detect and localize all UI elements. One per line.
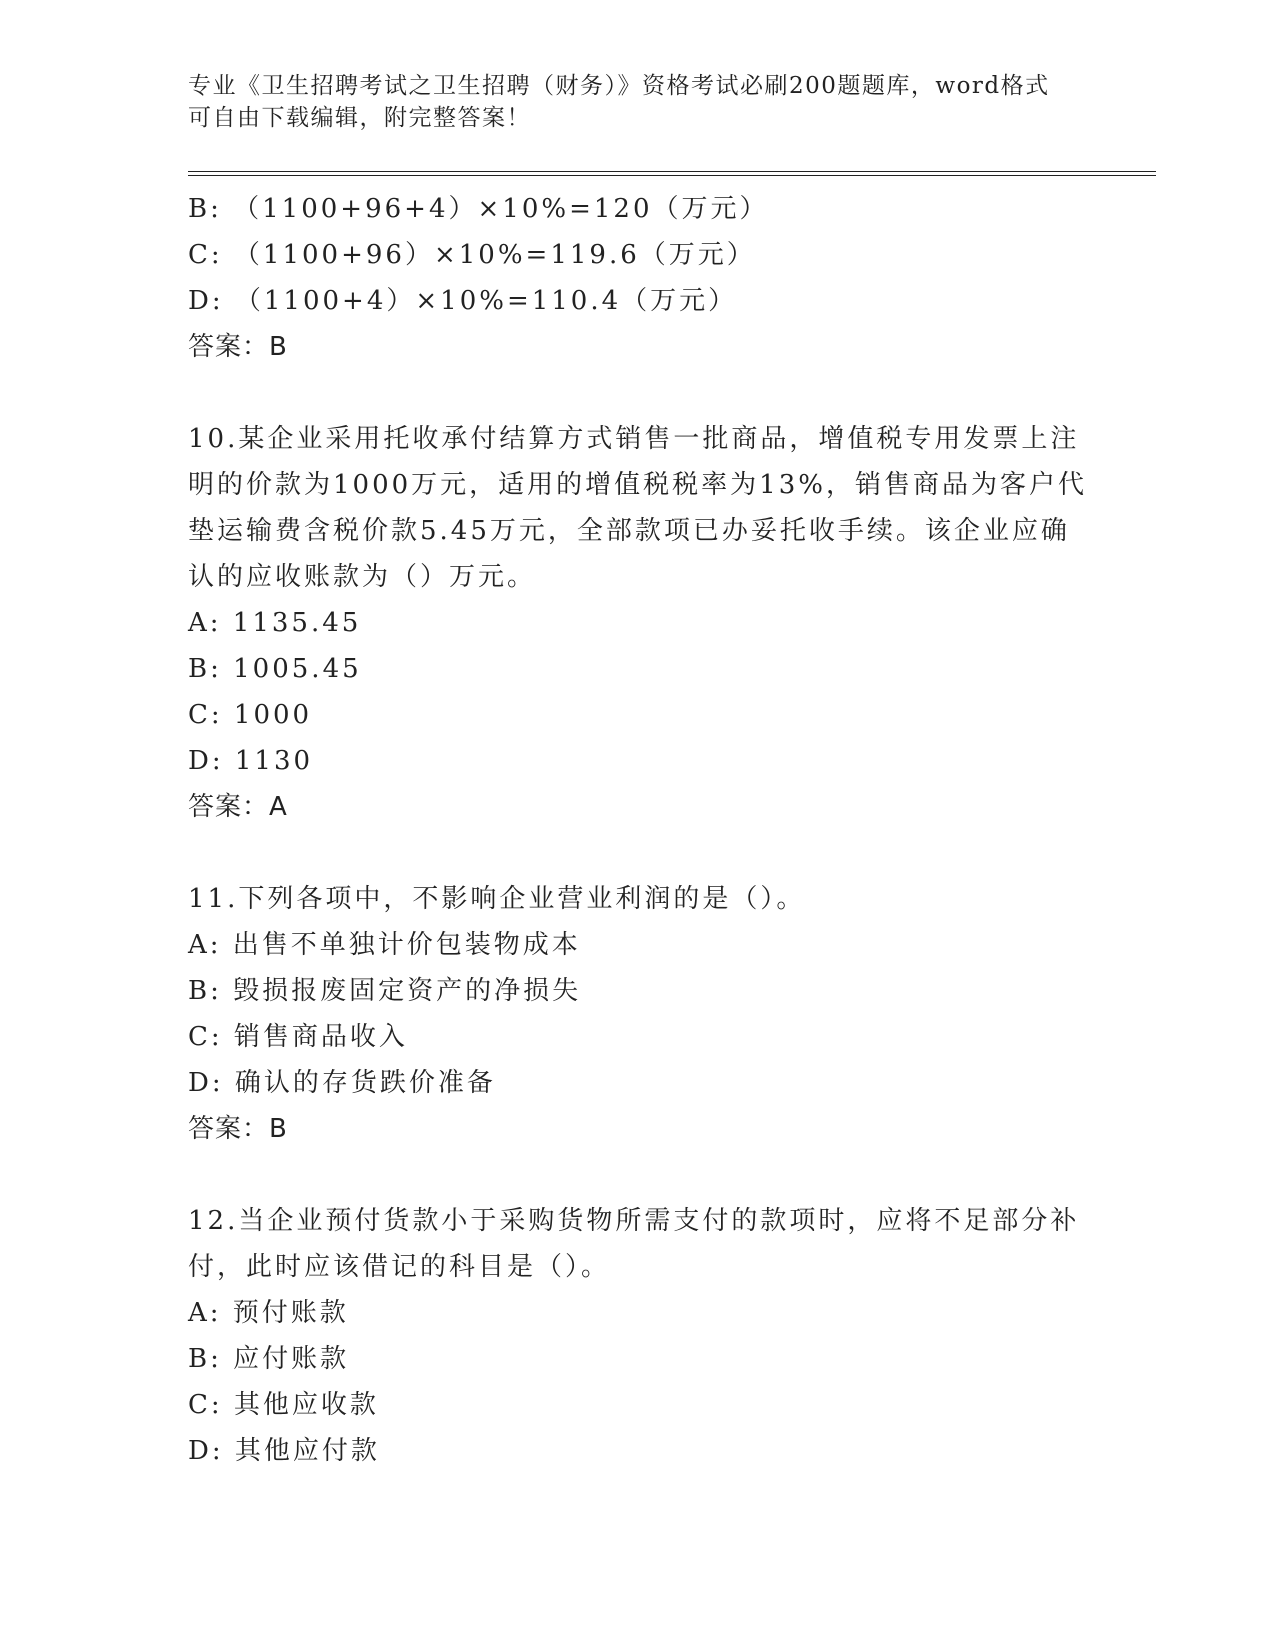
header-line-1: 专业《卫生招聘考试之卫生招聘（财务）》资格考试必刷200题题库，word格式 bbox=[188, 73, 1050, 99]
option-c: C: 销售商品收入 bbox=[188, 1022, 408, 1052]
option-c: C: 1000 bbox=[188, 700, 313, 730]
question-11 bbox=[188, 876, 1088, 1152]
question-stem-line: 11.下列各项中，不影响企业营业利润的是（）。 bbox=[188, 884, 806, 914]
question-content bbox=[188, 186, 1088, 1474]
option-b: B: 毁损报废固定资产的净损失 bbox=[188, 976, 582, 1006]
header-rule-top bbox=[188, 171, 1156, 172]
previous-question-tail bbox=[188, 186, 1088, 370]
option-a: A: 出售不单独计价包装物成本 bbox=[188, 930, 581, 960]
answer-line: 答案：B bbox=[188, 1114, 288, 1144]
option-c: C: （1100+96）×10%=119.6（万元） bbox=[188, 240, 756, 270]
answer-line: 答案：B bbox=[188, 332, 288, 362]
question-stem-line: 明的价款为1000万元，适用的增值税税率为13%，销售商品为客户代 bbox=[188, 470, 1087, 500]
option-a: A: 1135.45 bbox=[188, 608, 362, 638]
option-d: D: 确认的存货跌价准备 bbox=[188, 1068, 496, 1098]
question-10 bbox=[188, 416, 1088, 830]
option-d: D: （1100+4）×10%=110.4（万元） bbox=[188, 286, 738, 316]
page-header bbox=[188, 70, 1068, 134]
answer-line: 答案：A bbox=[188, 792, 288, 822]
option-c: C: 其他应收款 bbox=[188, 1390, 379, 1420]
option-d: D: 1130 bbox=[188, 746, 314, 776]
option-b: B: （1100+96+4）×10%=120（万元） bbox=[188, 194, 769, 224]
question-stem-line: 付，此时应该借记的科目是（）。 bbox=[188, 1252, 611, 1282]
option-b: B: 1005.45 bbox=[188, 654, 362, 684]
option-d: D: 其他应付款 bbox=[188, 1436, 380, 1466]
header-rule-bottom bbox=[188, 175, 1156, 176]
question-stem-line: 垫运输费含税价款5.45万元，全部款项已办妥托收手续。该企业应确 bbox=[188, 516, 1070, 546]
option-b: B: 应付账款 bbox=[188, 1344, 350, 1374]
question-12 bbox=[188, 1198, 1088, 1474]
question-stem-line: 认的应收账款为（）万元。 bbox=[188, 562, 537, 592]
option-a: A: 预付账款 bbox=[188, 1298, 349, 1328]
question-stem-line: 12.当企业预付货款小于采购货物所需支付的款项时，应将不足部分补 bbox=[188, 1206, 1080, 1236]
header-line-2: 可自由下载编辑，附完整答案！ bbox=[188, 105, 531, 131]
question-stem-line: 10.某企业采用托收承付结算方式销售一批商品，增值税专用发票上注 bbox=[188, 424, 1080, 454]
